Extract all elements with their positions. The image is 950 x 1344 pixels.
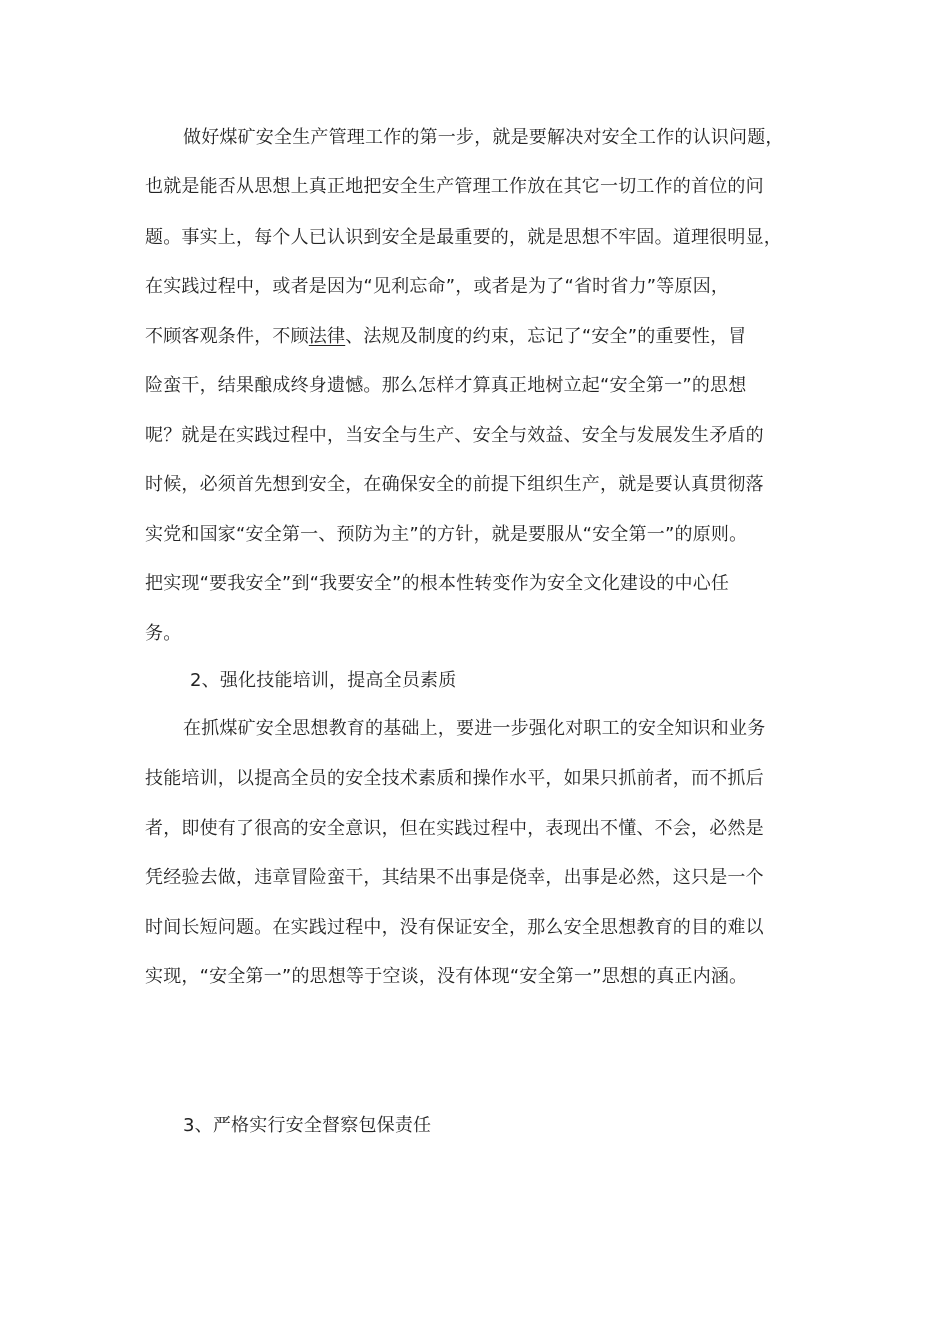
paragraph-2-line-1: 在抓煤矿安全思想教育的基础上，要进一步强化对职工的安全知识和业务 [183,718,766,739]
line-5-text-after: 、法规及制度的约束，忘记了“安全”的重要性，冒 [345,326,747,347]
line-5-text-before: 不顾客观条件，不顾 [145,326,309,347]
paragraph-1-line-1: 做好煤矿安全生产管理工作的第一步，就是要解决对安全工作的认识问题， [183,127,784,148]
paragraph-1-line-9: 实党和国家“安全第一、预防为主”的方针，就是要服从“安全第一”的原则。 [145,524,748,545]
paragraph-2-line-2: 技能培训，以提高全员的安全技术素质和操作水平，如果只抓前者，而不抓后 [145,768,764,789]
paragraph-1-line-6: 险蛮干，结果酿成终身遗憾。那么怎样才算真正地树立起“安全第一”的思想 [145,375,747,396]
paragraph-1-line-11: 务。 [145,623,182,644]
paragraph-1-line-4: 在实践过程中，或者是因为“见利忘命”，或者是为了“省时省力”等原因， [145,276,730,297]
section-heading-2: 2、强化技能培训，提高全员素质 [190,670,457,691]
law-link[interactable]: 法律 [308,326,346,347]
paragraph-1-line-7: 呢？就是在实践过程中，当安全与生产、安全与效益、安全与发展发生矛盾的 [145,425,764,446]
paragraph-1-line-5 [145,324,746,350]
paragraph-2-line-3: 者，即使有了很高的安全意识，但在实践过程中，表现出不懂、不会，必然是 [145,818,764,839]
section-heading-3: 3、严格实行安全督察包保责任 [183,1115,432,1136]
paragraph-1-line-2: 也就是能否从思想上真正地把安全生产管理工作放在其它一切工作的首位的问 [145,176,764,197]
paragraph-2-line-6: 实现，“安全第一”的思想等于空谈，没有体现“安全第一”思想的真正内涵。 [145,966,748,987]
paragraph-1-line-8: 时候，必须首先想到安全，在确保安全的前提下组织生产，就是要认真贯彻落 [145,474,764,495]
paragraph-2-line-5: 时间长短问题。在实践过程中，没有保证安全，那么安全思想教育的目的难以 [145,917,764,938]
paragraph-2-line-4: 凭经验去做，违章冒险蛮干，其结果不出事是侥幸，出事是必然，这只是一个 [145,867,764,888]
paragraph-1-line-10: 把实现“要我安全”到“我要安全”的根本性转变作为安全文化建设的中心任 [145,573,730,594]
paragraph-1-line-3: 题。事实上，每个人已认识到安全是最重要的，就是思想不牢固。道理很明显， [145,227,782,248]
